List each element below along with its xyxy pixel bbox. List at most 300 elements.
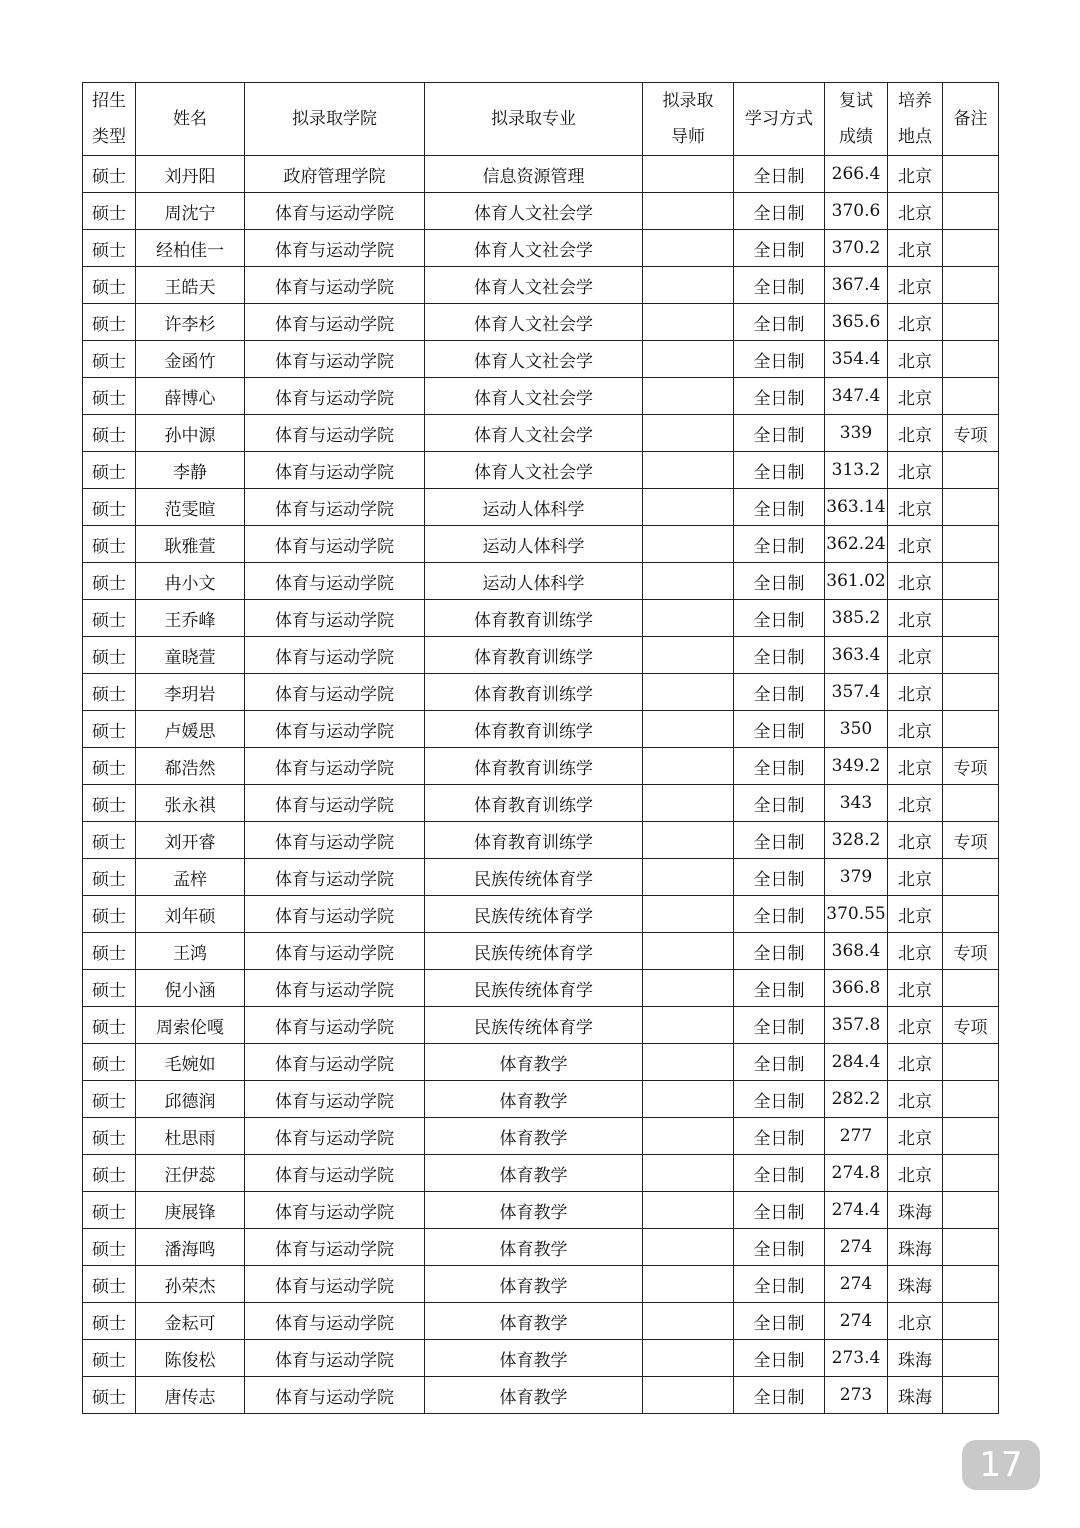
cell-retest-score: 357.4 <box>825 674 888 711</box>
cell-location: 北京 <box>888 563 943 600</box>
header-type <box>83 83 136 156</box>
cell-study-mode: 全日制 <box>734 193 825 230</box>
header-label: 导师 <box>671 127 705 147</box>
cell-retest-score: 343 <box>825 785 888 822</box>
cell-study-mode: 全日制 <box>734 859 825 896</box>
cell-name: 金耘可 <box>136 1303 245 1340</box>
cell-study-mode: 全日制 <box>734 748 825 785</box>
cell-study-mode: 全日制 <box>734 489 825 526</box>
table-row <box>83 267 999 304</box>
cell-advisor <box>643 1192 734 1229</box>
cell-advisor <box>643 1266 734 1303</box>
cell-study-mode: 全日制 <box>734 933 825 970</box>
cell-remark <box>943 1340 999 1377</box>
cell-college: 体育与运动学院 <box>245 1377 425 1414</box>
cell-name: 杜思雨 <box>136 1118 245 1155</box>
cell-remark <box>943 193 999 230</box>
cell-name: 薛博心 <box>136 378 245 415</box>
cell-major: 民族传统体育学 <box>425 1007 643 1044</box>
table-row <box>83 1192 999 1229</box>
cell-major: 体育教育训练学 <box>425 600 643 637</box>
page-number: 17 <box>979 1445 1023 1485</box>
cell-college: 体育与运动学院 <box>245 1340 425 1377</box>
cell-retest-score: 379 <box>825 859 888 896</box>
cell-major: 体育教学 <box>425 1377 643 1414</box>
cell-type: 硕士 <box>83 526 136 563</box>
cell-name: 李玥岩 <box>136 674 245 711</box>
cell-type: 硕士 <box>83 600 136 637</box>
cell-remark <box>943 859 999 896</box>
table-row <box>83 933 999 970</box>
cell-study-mode: 全日制 <box>734 341 825 378</box>
cell-retest-score: 266.4 <box>825 156 888 193</box>
table-row <box>83 637 999 674</box>
header-label: 拟录取学院 <box>292 109 377 129</box>
cell-location: 北京 <box>888 637 943 674</box>
cell-retest-score: 274 <box>825 1266 888 1303</box>
cell-remark: 专项 <box>943 748 999 785</box>
cell-location: 北京 <box>888 674 943 711</box>
cell-retest-score: 339 <box>825 415 888 452</box>
cell-major: 民族传统体育学 <box>425 859 643 896</box>
cell-location: 北京 <box>888 1303 943 1340</box>
cell-study-mode: 全日制 <box>734 1266 825 1303</box>
cell-advisor <box>643 896 734 933</box>
cell-remark <box>943 1118 999 1155</box>
cell-location: 北京 <box>888 304 943 341</box>
cell-type: 硕士 <box>83 341 136 378</box>
cell-college: 体育与运动学院 <box>245 230 425 267</box>
cell-name: 潘海鸣 <box>136 1229 245 1266</box>
cell-retest-score: 365.6 <box>825 304 888 341</box>
cell-retest-score: 274 <box>825 1229 888 1266</box>
cell-college: 体育与运动学院 <box>245 1229 425 1266</box>
cell-name: 金函竹 <box>136 341 245 378</box>
cell-name: 陈俊松 <box>136 1340 245 1377</box>
cell-name: 张永祺 <box>136 785 245 822</box>
cell-major: 体育教学 <box>425 1081 643 1118</box>
cell-location: 北京 <box>888 526 943 563</box>
cell-retest-score: 370.2 <box>825 230 888 267</box>
cell-study-mode: 全日制 <box>734 526 825 563</box>
cell-study-mode: 全日制 <box>734 1192 825 1229</box>
cell-name: 童晓萱 <box>136 637 245 674</box>
cell-name: 经柏佳一 <box>136 230 245 267</box>
cell-type: 硕士 <box>83 637 136 674</box>
cell-name: 王鸿 <box>136 933 245 970</box>
table-row <box>83 1303 999 1340</box>
cell-name: 周沈宁 <box>136 193 245 230</box>
cell-study-mode: 全日制 <box>734 1377 825 1414</box>
cell-college: 体育与运动学院 <box>245 563 425 600</box>
cell-college: 体育与运动学院 <box>245 193 425 230</box>
cell-type: 硕士 <box>83 896 136 933</box>
cell-major: 体育教学 <box>425 1340 643 1377</box>
cell-advisor <box>643 748 734 785</box>
cell-type: 硕士 <box>83 822 136 859</box>
cell-location: 北京 <box>888 822 943 859</box>
cell-name: 刘年硕 <box>136 896 245 933</box>
cell-retest-score: 354.4 <box>825 341 888 378</box>
cell-remark <box>943 1266 999 1303</box>
cell-location: 北京 <box>888 785 943 822</box>
cell-college: 体育与运动学院 <box>245 600 425 637</box>
cell-remark <box>943 1044 999 1081</box>
cell-study-mode: 全日制 <box>734 1155 825 1192</box>
cell-study-mode: 全日制 <box>734 1229 825 1266</box>
cell-study-mode: 全日制 <box>734 1007 825 1044</box>
cell-advisor <box>643 304 734 341</box>
cell-location: 北京 <box>888 452 943 489</box>
header-study-mode <box>734 83 825 156</box>
cell-name: 庚展锋 <box>136 1192 245 1229</box>
header-row <box>83 83 999 156</box>
cell-college: 体育与运动学院 <box>245 637 425 674</box>
header-label: 备注 <box>953 109 988 129</box>
cell-location: 北京 <box>888 970 943 1007</box>
page-number-badge <box>962 1440 1040 1490</box>
cell-type: 硕士 <box>83 859 136 896</box>
cell-type: 硕士 <box>83 1266 136 1303</box>
header-location <box>888 83 943 156</box>
cell-college: 体育与运动学院 <box>245 1044 425 1081</box>
cell-study-mode: 全日制 <box>734 1044 825 1081</box>
cell-name: 周索伦嘎 <box>136 1007 245 1044</box>
cell-major: 体育教育训练学 <box>425 822 643 859</box>
cell-retest-score: 274.4 <box>825 1192 888 1229</box>
cell-location: 北京 <box>888 489 943 526</box>
cell-type: 硕士 <box>83 1155 136 1192</box>
header-remark <box>943 83 999 156</box>
cell-name: 耿雅萱 <box>136 526 245 563</box>
cell-location: 北京 <box>888 600 943 637</box>
header-label: 拟录取 <box>662 91 714 111</box>
cell-remark: 专项 <box>943 822 999 859</box>
cell-type: 硕士 <box>83 1340 136 1377</box>
table-row <box>83 1081 999 1118</box>
cell-study-mode: 全日制 <box>734 637 825 674</box>
table-row <box>83 600 999 637</box>
cell-location: 珠海 <box>888 1377 943 1414</box>
table-row <box>83 193 999 230</box>
cell-type: 硕士 <box>83 489 136 526</box>
cell-advisor <box>643 674 734 711</box>
cell-type: 硕士 <box>83 674 136 711</box>
cell-remark <box>943 785 999 822</box>
cell-study-mode: 全日制 <box>734 563 825 600</box>
cell-location: 北京 <box>888 1044 943 1081</box>
cell-college: 体育与运动学院 <box>245 748 425 785</box>
cell-retest-score: 368.4 <box>825 933 888 970</box>
cell-college: 政府管理学院 <box>245 156 425 193</box>
cell-name: 汪伊蕊 <box>136 1155 245 1192</box>
cell-type: 硕士 <box>83 415 136 452</box>
cell-college: 体育与运动学院 <box>245 822 425 859</box>
header-label: 姓名 <box>173 109 207 129</box>
cell-advisor <box>643 378 734 415</box>
cell-remark <box>943 489 999 526</box>
cell-name: 冉小文 <box>136 563 245 600</box>
cell-type: 硕士 <box>83 563 136 600</box>
header-advisor <box>643 83 734 156</box>
cell-major: 体育人文社会学 <box>425 452 643 489</box>
cell-major: 体育人文社会学 <box>425 341 643 378</box>
cell-location: 北京 <box>888 748 943 785</box>
cell-name: 许李杉 <box>136 304 245 341</box>
cell-retest-score: 362.24 <box>825 526 888 563</box>
cell-advisor <box>643 785 734 822</box>
header-name <box>136 83 245 156</box>
cell-name: 刘丹阳 <box>136 156 245 193</box>
table-row <box>83 822 999 859</box>
cell-type: 硕士 <box>83 1044 136 1081</box>
cell-type: 硕士 <box>83 748 136 785</box>
table-row <box>83 1266 999 1303</box>
header-label: 培养 <box>898 91 932 111</box>
cell-study-mode: 全日制 <box>734 156 825 193</box>
table-row <box>83 230 999 267</box>
header-college <box>245 83 425 156</box>
header-label: 拟录取专业 <box>491 109 576 129</box>
cell-major: 体育教学 <box>425 1155 643 1192</box>
header-retest-score <box>825 83 888 156</box>
cell-study-mode: 全日制 <box>734 1118 825 1155</box>
cell-remark <box>943 526 999 563</box>
cell-remark <box>943 452 999 489</box>
cell-type: 硕士 <box>83 1229 136 1266</box>
cell-major: 体育人文社会学 <box>425 267 643 304</box>
cell-major: 体育人文社会学 <box>425 378 643 415</box>
cell-study-mode: 全日制 <box>734 230 825 267</box>
cell-type: 硕士 <box>83 452 136 489</box>
cell-location: 珠海 <box>888 1266 943 1303</box>
cell-name: 卢媛思 <box>136 711 245 748</box>
cell-retest-score: 363.4 <box>825 637 888 674</box>
cell-study-mode: 全日制 <box>734 304 825 341</box>
cell-advisor <box>643 859 734 896</box>
cell-type: 硕士 <box>83 193 136 230</box>
cell-major: 信息资源管理 <box>425 156 643 193</box>
cell-location: 北京 <box>888 378 943 415</box>
table-row <box>83 711 999 748</box>
cell-location: 珠海 <box>888 1229 943 1266</box>
cell-advisor <box>643 1303 734 1340</box>
cell-retest-score: 274 <box>825 1303 888 1340</box>
cell-major: 体育教育训练学 <box>425 711 643 748</box>
cell-remark <box>943 1081 999 1118</box>
cell-advisor <box>643 563 734 600</box>
cell-location: 北京 <box>888 933 943 970</box>
cell-college: 体育与运动学院 <box>245 859 425 896</box>
cell-advisor <box>643 1118 734 1155</box>
cell-retest-score: 277 <box>825 1118 888 1155</box>
cell-advisor <box>643 1007 734 1044</box>
cell-name: 王乔峰 <box>136 600 245 637</box>
cell-remark <box>943 563 999 600</box>
cell-major: 体育教学 <box>425 1192 643 1229</box>
cell-retest-score: 347.4 <box>825 378 888 415</box>
cell-college: 体育与运动学院 <box>245 674 425 711</box>
cell-college: 体育与运动学院 <box>245 489 425 526</box>
table-row <box>83 1340 999 1377</box>
cell-college: 体育与运动学院 <box>245 711 425 748</box>
cell-advisor <box>643 230 734 267</box>
cell-major: 体育人文社会学 <box>425 304 643 341</box>
cell-advisor <box>643 970 734 1007</box>
cell-retest-score: 367.4 <box>825 267 888 304</box>
cell-location: 北京 <box>888 267 943 304</box>
table-body <box>83 156 999 1414</box>
cell-retest-score: 357.8 <box>825 1007 888 1044</box>
cell-major: 体育人文社会学 <box>425 415 643 452</box>
cell-retest-score: 350 <box>825 711 888 748</box>
cell-advisor <box>643 267 734 304</box>
table-row <box>83 1229 999 1266</box>
cell-study-mode: 全日制 <box>734 785 825 822</box>
cell-location: 北京 <box>888 1081 943 1118</box>
cell-college: 体育与运动学院 <box>245 1303 425 1340</box>
table-row <box>83 415 999 452</box>
cell-remark <box>943 341 999 378</box>
cell-retest-score: 363.14 <box>825 489 888 526</box>
cell-type: 硕士 <box>83 933 136 970</box>
cell-study-mode: 全日制 <box>734 674 825 711</box>
cell-study-mode: 全日制 <box>734 267 825 304</box>
table-row <box>83 785 999 822</box>
cell-remark <box>943 1192 999 1229</box>
admission-table <box>82 82 999 1414</box>
cell-advisor <box>643 1044 734 1081</box>
cell-study-mode: 全日制 <box>734 711 825 748</box>
cell-study-mode: 全日制 <box>734 1340 825 1377</box>
cell-location: 北京 <box>888 230 943 267</box>
cell-major: 民族传统体育学 <box>425 933 643 970</box>
cell-location: 珠海 <box>888 1192 943 1229</box>
cell-retest-score: 273 <box>825 1377 888 1414</box>
cell-college: 体育与运动学院 <box>245 1007 425 1044</box>
cell-college: 体育与运动学院 <box>245 267 425 304</box>
cell-type: 硕士 <box>83 1303 136 1340</box>
cell-type: 硕士 <box>83 1081 136 1118</box>
cell-study-mode: 全日制 <box>734 415 825 452</box>
cell-name: 郗浩然 <box>136 748 245 785</box>
cell-remark <box>943 970 999 1007</box>
table-row <box>83 452 999 489</box>
cell-college: 体育与运动学院 <box>245 1118 425 1155</box>
cell-remark <box>943 674 999 711</box>
cell-type: 硕士 <box>83 230 136 267</box>
cell-location: 北京 <box>888 896 943 933</box>
cell-retest-score: 370.6 <box>825 193 888 230</box>
cell-remark <box>943 600 999 637</box>
cell-remark <box>943 1155 999 1192</box>
cell-location: 北京 <box>888 1155 943 1192</box>
cell-remark <box>943 230 999 267</box>
header-label: 复试 <box>839 91 873 111</box>
cell-remark <box>943 896 999 933</box>
cell-retest-score: 273.4 <box>825 1340 888 1377</box>
cell-advisor <box>643 933 734 970</box>
cell-name: 孟梓 <box>136 859 245 896</box>
cell-name: 李静 <box>136 452 245 489</box>
cell-name: 唐传志 <box>136 1377 245 1414</box>
cell-retest-score: 282.2 <box>825 1081 888 1118</box>
cell-remark: 专项 <box>943 415 999 452</box>
cell-study-mode: 全日制 <box>734 452 825 489</box>
table-row <box>83 1377 999 1414</box>
cell-advisor <box>643 711 734 748</box>
cell-remark <box>943 304 999 341</box>
cell-advisor <box>643 193 734 230</box>
cell-name: 孙荣杰 <box>136 1266 245 1303</box>
cell-study-mode: 全日制 <box>734 1081 825 1118</box>
cell-major: 体育教育训练学 <box>425 674 643 711</box>
cell-study-mode: 全日制 <box>734 378 825 415</box>
cell-type: 硕士 <box>83 1377 136 1414</box>
cell-type: 硕士 <box>83 304 136 341</box>
cell-study-mode: 全日制 <box>734 970 825 1007</box>
cell-remark <box>943 156 999 193</box>
cell-retest-score: 274.8 <box>825 1155 888 1192</box>
cell-advisor <box>643 1081 734 1118</box>
cell-major: 运动人体科学 <box>425 489 643 526</box>
cell-name: 范雯暄 <box>136 489 245 526</box>
cell-college: 体育与运动学院 <box>245 341 425 378</box>
cell-name: 倪小涵 <box>136 970 245 1007</box>
cell-college: 体育与运动学院 <box>245 1155 425 1192</box>
table-row <box>83 674 999 711</box>
table-row <box>83 489 999 526</box>
cell-type: 硕士 <box>83 267 136 304</box>
table-row <box>83 341 999 378</box>
cell-location: 北京 <box>888 156 943 193</box>
header-label: 类型 <box>92 127 126 147</box>
cell-major: 体育人文社会学 <box>425 193 643 230</box>
cell-advisor <box>643 1155 734 1192</box>
cell-advisor <box>643 1340 734 1377</box>
cell-retest-score: 349.2 <box>825 748 888 785</box>
cell-major: 体育教育训练学 <box>425 785 643 822</box>
cell-location: 北京 <box>888 1118 943 1155</box>
header-major <box>425 83 643 156</box>
cell-remark <box>943 1229 999 1266</box>
table-row <box>83 1118 999 1155</box>
cell-college: 体育与运动学院 <box>245 1081 425 1118</box>
cell-retest-score: 366.8 <box>825 970 888 1007</box>
table-row <box>83 563 999 600</box>
header-label: 地点 <box>898 127 932 147</box>
cell-advisor <box>643 822 734 859</box>
cell-type: 硕士 <box>83 970 136 1007</box>
table-row <box>83 859 999 896</box>
cell-major: 体育教育训练学 <box>425 748 643 785</box>
cell-college: 体育与运动学院 <box>245 896 425 933</box>
cell-advisor <box>643 1229 734 1266</box>
cell-study-mode: 全日制 <box>734 600 825 637</box>
cell-location: 北京 <box>888 415 943 452</box>
cell-major: 体育教学 <box>425 1266 643 1303</box>
cell-advisor <box>643 156 734 193</box>
cell-type: 硕士 <box>83 785 136 822</box>
cell-retest-score: 328.2 <box>825 822 888 859</box>
cell-college: 体育与运动学院 <box>245 304 425 341</box>
cell-location: 北京 <box>888 711 943 748</box>
cell-study-mode: 全日制 <box>734 822 825 859</box>
cell-location: 北京 <box>888 193 943 230</box>
cell-advisor <box>643 452 734 489</box>
cell-location: 北京 <box>888 859 943 896</box>
cell-name: 毛婉如 <box>136 1044 245 1081</box>
